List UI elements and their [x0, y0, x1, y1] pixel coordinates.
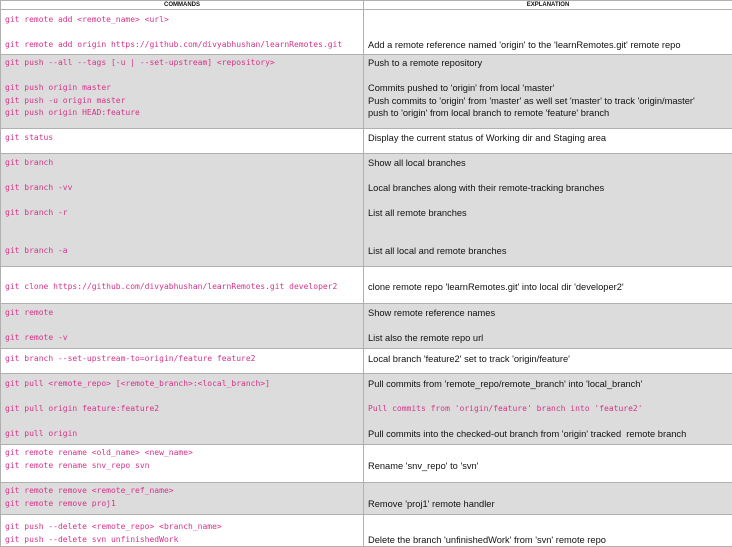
- explanation-line: Local branches along with their remote-tracking branches: [368, 182, 728, 195]
- command-line: git remote remove proj1: [5, 498, 359, 511]
- explanation-line: List all local and remote branches: [368, 245, 728, 258]
- table-row: [1, 445, 732, 483]
- command-line: git pull origin feature:feature2: [5, 403, 359, 416]
- explanation-line: Show all local branches: [368, 157, 728, 170]
- table-row: [1, 349, 732, 374]
- explanation-line: [368, 232, 728, 245]
- commands-header: COMMANDS: [1, 1, 364, 10]
- command-line: git remote add origin https://github.com/divyabhushan/learnRemotes.git: [5, 39, 359, 52]
- command-line: git remote -v: [5, 332, 359, 345]
- explanation-cell: [364, 10, 732, 55]
- explanation-cell: [364, 267, 732, 304]
- explanation-cell: [364, 515, 732, 547]
- command-line: [5, 220, 359, 233]
- command-line: git branch -a: [5, 245, 359, 258]
- explanation-line: Pull commits from 'remote_repo/remote_branch' into 'local_branch': [368, 378, 728, 391]
- table-row: [1, 483, 732, 515]
- explanation-line: [368, 170, 728, 183]
- table-row: [1, 267, 732, 304]
- command-line: git remote rename snv_repo svn: [5, 460, 359, 473]
- command-line: [5, 27, 359, 40]
- explanation-line: push to 'origin' from local branch to remote 'feature' branch: [368, 107, 728, 120]
- explanation-line: Pull commits into the checked-out branch from 'origin' tracked remote branch: [368, 428, 728, 441]
- command-cell: [1, 129, 364, 154]
- command-line: git remote add <remote_name> <url>: [5, 14, 359, 27]
- explanation-line: [368, 416, 728, 429]
- command-line: [5, 232, 359, 245]
- explanation-line: clone remote repo 'learnRemotes.git' into local dir 'developer2': [368, 281, 728, 294]
- table-row: [1, 154, 732, 267]
- command-cell: [1, 154, 364, 267]
- explanation-cell: [364, 374, 732, 445]
- command-cell: [1, 10, 364, 55]
- command-line: git remote rename <old_name> <new_name>: [5, 447, 359, 460]
- command-cell: [1, 304, 364, 349]
- command-line: git push --all --tags [-u | --set-upstream] <repository>: [5, 57, 359, 70]
- command-line: git remote remove <remote_ref_name>: [5, 485, 359, 498]
- explanation-line: Local branch 'feature2' set to track 'origin/feature': [368, 353, 728, 366]
- explanation-line: [368, 391, 728, 404]
- explanation-line: [368, 320, 728, 333]
- command-line: [5, 391, 359, 404]
- explanation-line: [368, 27, 728, 40]
- header-row: [1, 1, 732, 10]
- explanation-line: [368, 14, 728, 27]
- explanation-cell: [364, 304, 732, 349]
- command-line: git push --delete svn unfinishedWork: [5, 534, 359, 547]
- explanation-line: List also the remote repo url: [368, 332, 728, 345]
- command-cell: [1, 349, 364, 374]
- explanation-cell: [364, 154, 732, 267]
- explanation-line: Rename 'snv_repo' to 'svn': [368, 460, 728, 473]
- command-line: [5, 320, 359, 333]
- explanation-header: EXPLANATION: [364, 1, 732, 10]
- explanation-line: List all remote branches: [368, 207, 728, 220]
- command-cell: [1, 55, 364, 129]
- command-line: git remote: [5, 307, 359, 320]
- table-row: [1, 515, 732, 547]
- explanation-line: [368, 195, 728, 208]
- command-line: git pull origin: [5, 428, 359, 441]
- command-line: git push --delete <remote_repo> <branch_name>: [5, 521, 359, 534]
- explanation-line: [368, 447, 728, 460]
- command-line: git push origin master: [5, 82, 359, 95]
- explanation-line: [368, 485, 728, 498]
- explanation-line: [368, 521, 728, 534]
- command-line: [5, 416, 359, 429]
- command-line: git branch: [5, 157, 359, 170]
- command-line: git status: [5, 132, 359, 145]
- table-row: [1, 10, 732, 55]
- table-row: [1, 374, 732, 445]
- explanation-line: [368, 70, 728, 83]
- command-cell: [1, 515, 364, 547]
- explanation-line: Display the current status of Working dir and Staging area: [368, 132, 728, 145]
- command-line: git clone https://github.com/divyabhushan/learnRemotes.git developer2: [5, 281, 359, 294]
- command-line: git pull <remote_repo> [<remote_branch>:<local_branch>]: [5, 378, 359, 391]
- table-row: [1, 304, 732, 349]
- explanation-cell: [364, 129, 732, 154]
- command-line: [5, 170, 359, 183]
- command-line: [5, 195, 359, 208]
- command-line: git branch -r: [5, 207, 359, 220]
- explanation-line: Push to a remote repository: [368, 57, 728, 70]
- explanation-line: Push commits to 'origin' from 'master' as well set 'master' to track 'origin/master': [368, 95, 728, 108]
- command-line: git branch -vv: [5, 182, 359, 195]
- command-line: git push origin HEAD:feature: [5, 107, 359, 120]
- command-line: [5, 70, 359, 83]
- explanation-cell: [364, 349, 732, 374]
- command-cell: [1, 483, 364, 515]
- explanation-cell: [364, 55, 732, 129]
- explanation-line: Add a remote reference named 'origin' to the 'learnRemotes.git' remote repo: [368, 39, 728, 52]
- table-row: [1, 129, 732, 154]
- command-cell: [1, 445, 364, 483]
- explanation-line: [368, 220, 728, 233]
- table-row: [1, 55, 732, 129]
- explanation-line: Delete the branch 'unfinishedWork' from 'svn' remote repo: [368, 534, 728, 547]
- command-cell: [1, 374, 364, 445]
- command-cell: [1, 267, 364, 304]
- explanation-line: Remove 'proj1' remote handler: [368, 498, 728, 511]
- explanation-line: Pull commits from 'origin/feature' branch into 'feature2': [368, 403, 728, 416]
- explanation-cell: [364, 445, 732, 483]
- explanation-line: Commits pushed to 'origin' from local 'master': [368, 82, 728, 95]
- explanation-cell: [364, 483, 732, 515]
- explanation-line: Show remote reference names: [368, 307, 728, 320]
- command-line: git push -u origin master: [5, 95, 359, 108]
- command-line: git branch --set-upstream-to=origin/feature feature2: [5, 353, 359, 366]
